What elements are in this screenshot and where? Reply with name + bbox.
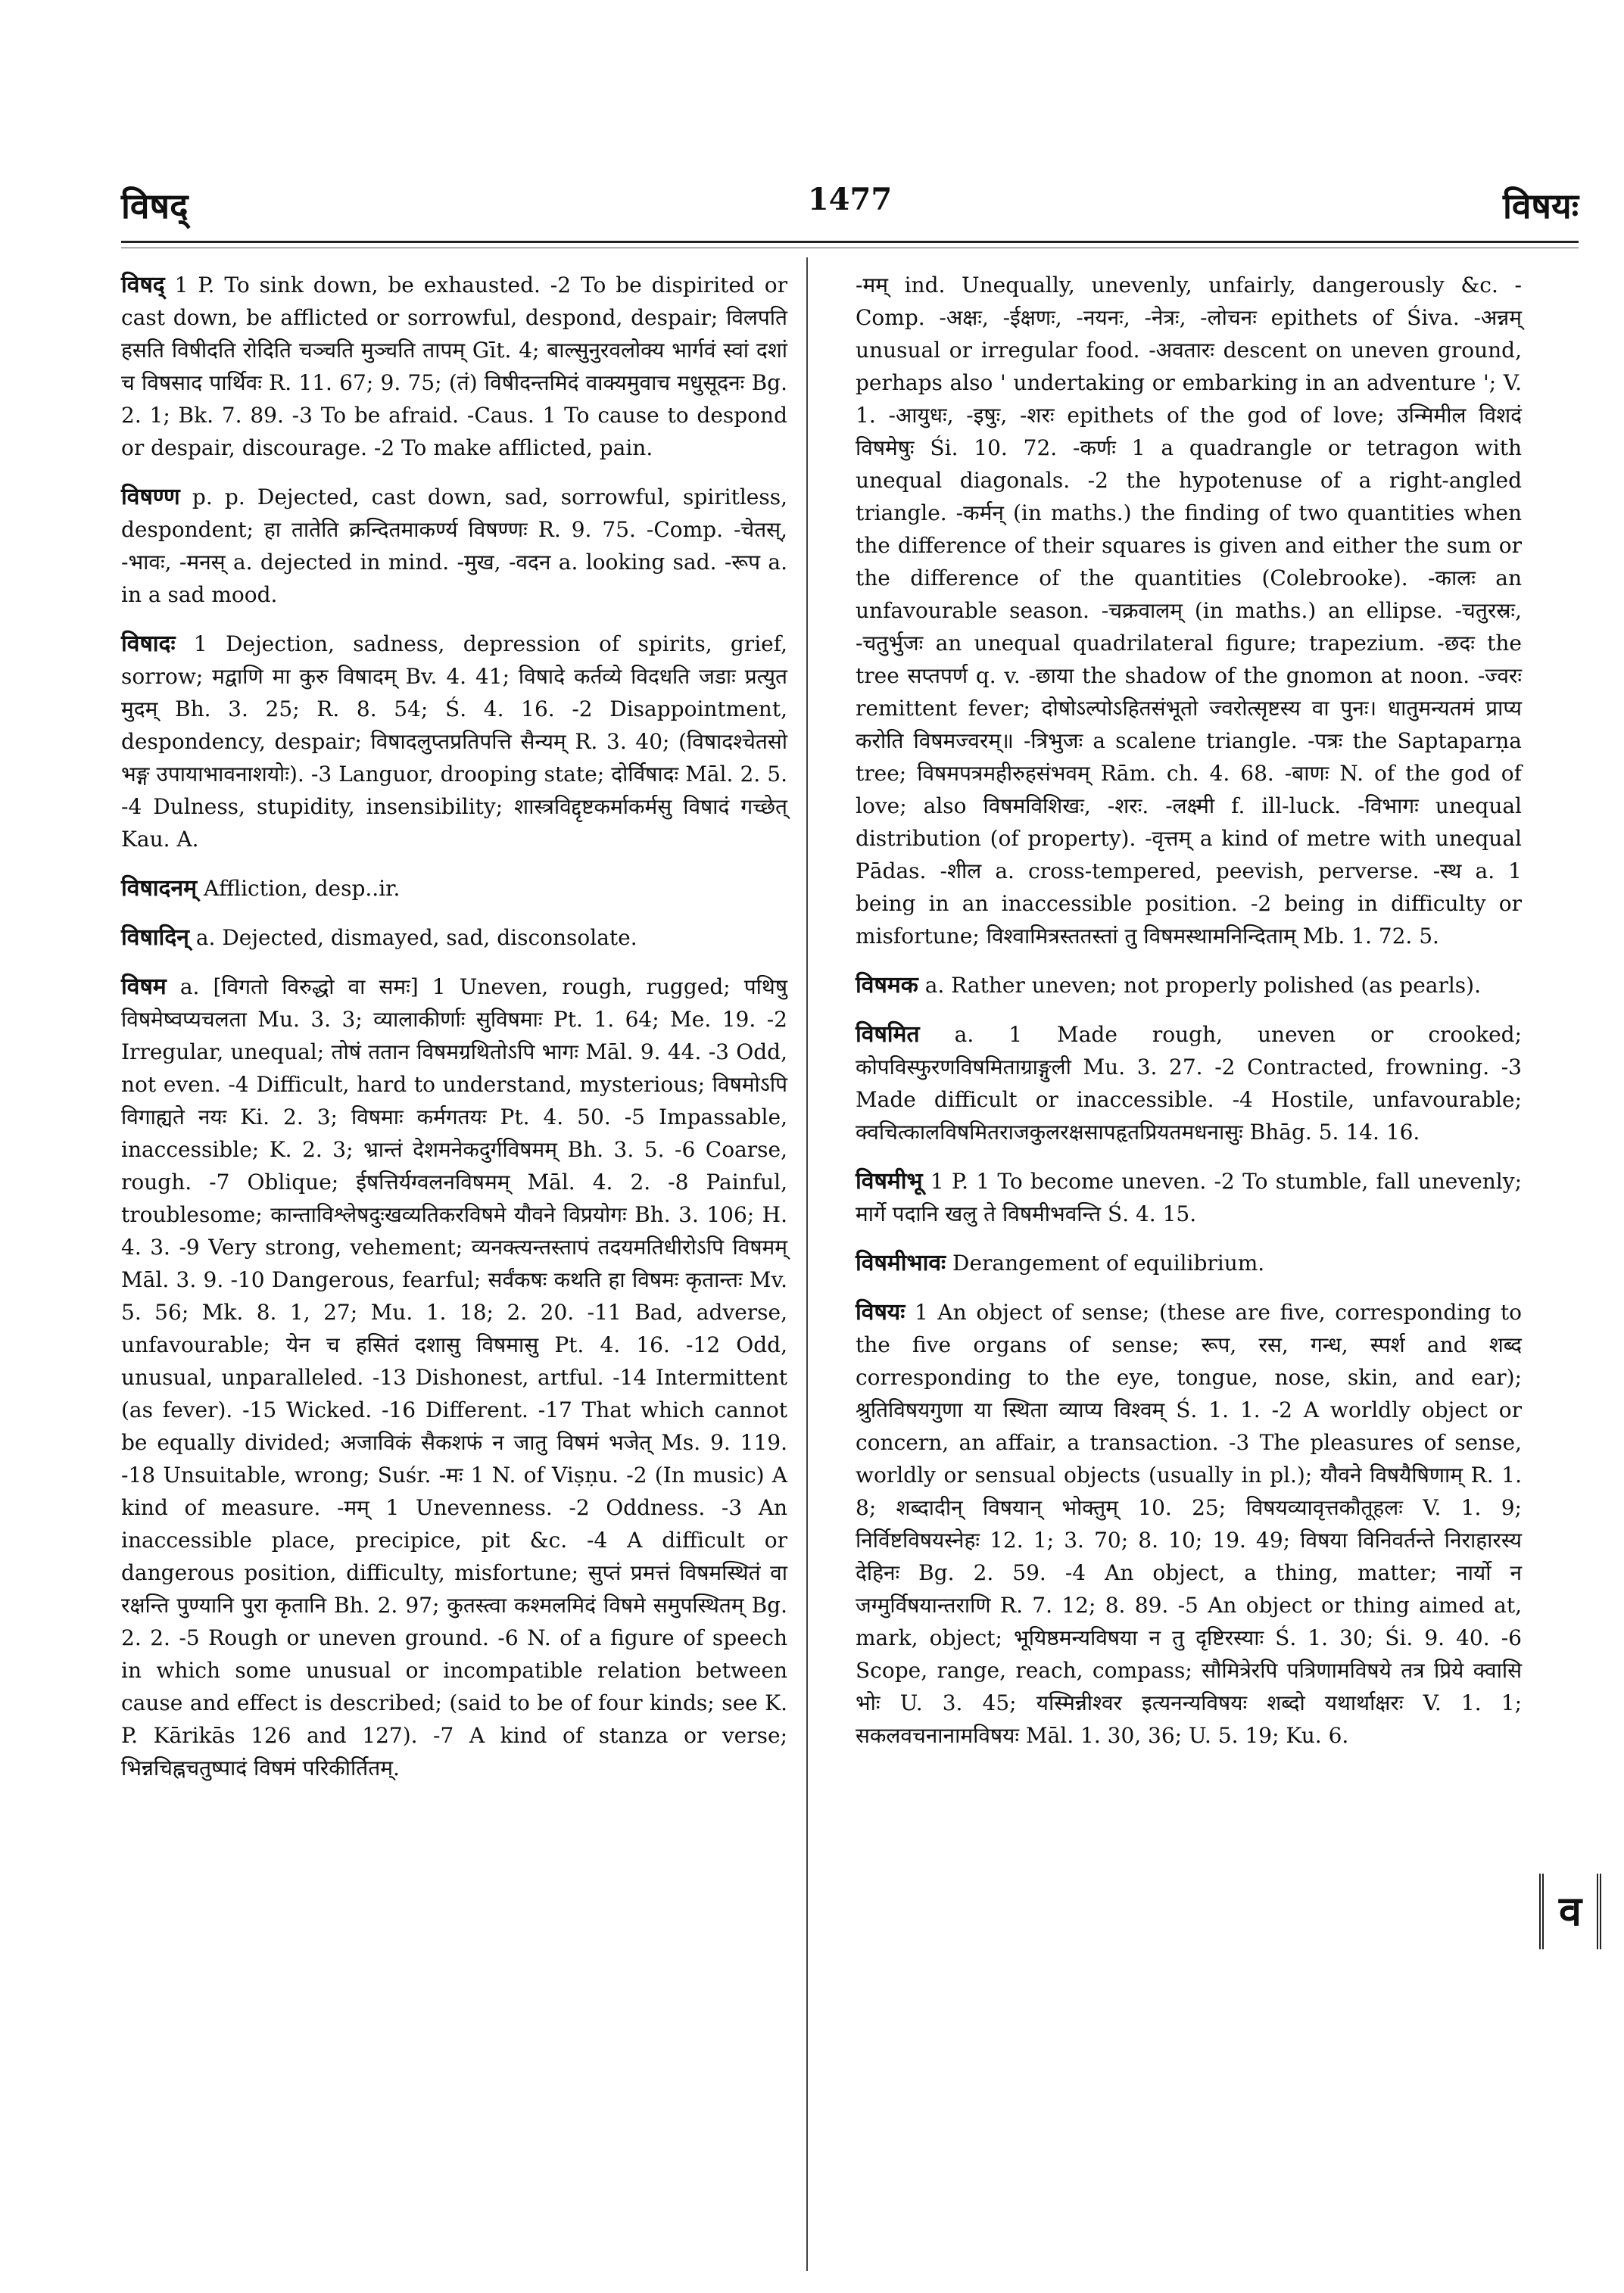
dictionary-entry: [121, 921, 787, 954]
entry-headword: विषमक: [856, 972, 918, 999]
dictionary-entry: [856, 269, 1522, 952]
entry-headword: विषमीभू: [856, 1168, 923, 1195]
left-running-headword: विषद्: [121, 185, 189, 226]
entry-headword: विषादः: [121, 631, 176, 657]
entry-definition: a. Rather uneven; not properly polished (as pearls).: [924, 973, 1481, 998]
entry-headword: विषम: [121, 974, 167, 1000]
entry-definition: 1 An object of sense; (these are five, corresponding to the five organs of sense; रूप, रस, गन्ध, स्पर्श and शब्द corresponding to the eye, tongue, nose, skin, and ear); श्रुतिविषयगुणा या स्थिता व्याप्य विश्वम् Ś. 1. 1. -2 A worldly object or concern, an affair, a transaction. -3 The pleasures of sense, worldly or sensual objects (usually in pl.); यौवने विषयैषिणाम् R. 1. 8; शब्दादीन् विषयान् भोक्तुम् 10. 25; विषयव्यावृत्तकौतूहलः V. 1. 9; निर्विष्टविषयस्नेहः 12. 1; 3. 70; 8. 10; 19. 49; विषया विनिवर्तन्ते निराहारस्य देहिनः Bg. 2. 59. -4 An object, a thing, matter; नार्यो न जग्मुर्विषयान्तराणि R. 7. 12; 8. 89. -5 An object or thing aimed at, mark, object; भूयिष्ठमन्यविषया न तु दृष्टिरस्याः Ś. 1. 30; Śi. 9. 40. -6 Scope, range, reach, compass; सौमित्रेरपि पत्रिणामविषये तत्र प्रिये क्वासि भोः U. 3. 45; यस्मिन्नीश्वर इत्यनन्यविषयः शब्दो यथार्थाक्षरः V. 1. 1; सकलवचनानामविषयः Māl. 1. 30, 36; U. 5. 19; Ku. 6.: [856, 1300, 1522, 1748]
dictionary-entry: [121, 628, 787, 855]
page-number: 1477: [807, 182, 893, 217]
entry-definition: -मम् ind. Unequally, unevenly, unfairly, dangerously &c. -Comp. -अक्षः, -ईक्षणः, -नयनः, -नेत्रः, -लोचनः epithets of Śiva. -अन्नम् unusual or irregular food. -अवतारः descent on uneven ground, perhaps also ' undertaking or embarking in an adventure '; V. 1. -आयुधः, -इषुः, -शरः epithets of the god of love; उन्मिमील विशदं विषमेषुः Śi. 10. 72. -कर्णः 1 a quadrangle or tetragon with unequal diagonals. -2 the hypotenuse of a right-angled triangle. -कर्मन् (in maths.) the finding of two quantities when the difference of their squares is given and either the sum or the difference of the quantities (Colebrooke). -कालः an unfavourable season. -चक्रवालम् (in maths.) an ellipse. -चतुरस्रः, -चतुर्भुजः an unequal quadrilateral figure; trapezium. -छदः the tree सप्तपर्ण q. v. -छाया the shadow of the gnomon at noon. -ज्वरः remittent fever; दोषोऽल्पोऽहितसंभूतो ज्वरोत्सृष्टस्य वा पुनः। धातुमन्यतमं प्राप्य करोति विषमज्वरम्॥ -त्रिभुजः a scalene triangle. -पत्रः the Saptaparṇa tree; विषमपत्रमहीरुहसंभवम् Rām. ch. 4. 68. -बाणः N. of the god of love; also विषमविशिखः, -शरः. -लक्ष्मी f. ill-luck. -विभागः unequal distribution (of property). -वृत्तम् a kind of metre with unequal Pādas. -शील a. cross-tempered, peevish, perverse. -स्थ a. 1 being in an inaccessible position. -2 being in difficulty or misfortune; विश्वामित्रस्ततस्तां तु विषमस्थामनिन्दिताम् Mb. 1. 72. 5.: [856, 273, 1522, 949]
entry-headword: विषयः: [856, 1299, 906, 1326]
dictionary-entry: [856, 1296, 1522, 1752]
entry-headword: विषमीभावः: [856, 1250, 946, 1276]
dictionary-entry: [121, 872, 787, 905]
right-running-headword: विषयः: [1502, 185, 1579, 226]
entry-headword: विषद्: [121, 272, 165, 298]
header-rule: [121, 241, 1579, 248]
dictionary-entry: [856, 1165, 1522, 1230]
dictionary-entry: [121, 269, 787, 464]
entry-definition: 1 P. 1 To become uneven. -2 To stumble, fall unevenly; मार्गे पदानि खलु ते विषमीभवन्ति Ś. 4. 15.: [856, 1169, 1523, 1226]
entry-definition: p. p. Dejected, cast down, sad, sorrowful, spiritless, despondent; हा तातेति क्रन्दितमाकर्ण्य विषण्णः R. 9. 75. -Comp. -चेतस्, -भावः, -मनस् a. dejected in mind. -मुख, -वदन a. looking sad. -रूप a. in a sad mood.: [121, 484, 787, 607]
entry-headword: विषण्ण: [121, 484, 180, 510]
dictionary-entry: [856, 1247, 1522, 1279]
dictionary-entry: [856, 1018, 1522, 1148]
entry-headword: विषमित: [856, 1021, 920, 1048]
entry-definition: 1 P. To sink down, be exhausted. -2 To be dispirited or cast down, be afflicted or sorrowful, despond, despair; विलपति हसति विषीदति रोदिति चञ्चति मुञ्चति तापम् Gīt. 4; बाल्सुनुरवलोक्य भार्गवं स्वां दशां च विषसाद पार्थिवः R. 11. 67; 9. 75; (तं) विषीदन्तमिदं वाक्यमुवाच मधुसूदनः Bg. 2. 1; Bk. 7. 89. -3 To be afraid. -Caus. 1 To cause to despond or despair, discourage. -2 To make afflicted, pain.: [121, 273, 787, 460]
right-column: [856, 269, 1522, 1768]
entry-definition: 1 Dejection, sadness, depression of spirits, grief, sorrow; मद्वाणि मा कुरु विषादम् Bv. 4. 41; विषादे कर्तव्ये विदधति जडाः प्रत्युत मुदम् Bh. 3. 25; R. 8. 54; Ś. 4. 16. -2 Disappointment, despondency, despair; विषादलुप्तप्रतिपत्ति सैन्यम् R. 3. 40; (विषादश्चेतसो भङ्ग उपायाभावनाशयोः). -3 Languor, drooping state; दोर्विषादः Māl. 2. 5. -4 Dulness, stupidity, insensibility; शास्त्रविद्दृष्टकर्माकर्मसु विषादं गच्छेत् Kau. A.: [121, 631, 787, 852]
dictionary-entry: [856, 969, 1522, 1002]
thumb-index-tab: व: [1539, 1874, 1601, 1949]
page-header: [121, 182, 1579, 235]
entry-definition: Derangement of equilibrium.: [952, 1251, 1265, 1276]
column-divider: [806, 257, 808, 2271]
entry-definition: a. 1 Made rough, uneven or crooked; कोपविस्फुरणविषमिताग्राङ्गुली Mu. 3. 27. -2 Contracted, frowning. -3 Made difficult or inaccessible. -4 Hostile, unfavourable; क्वचित्कालविषमितराजकुलरक्षसापहृतप्रियतमधनासुः Bhāg. 5. 14. 16.: [856, 1022, 1523, 1145]
entry-definition: Affliction, desp..ir.: [204, 876, 401, 901]
entry-headword: विषादिन्: [121, 924, 189, 951]
entry-definition: a. Dejected, dismayed, sad, disconsolate.: [195, 925, 637, 950]
entry-headword: विषादनम्: [121, 875, 198, 902]
left-column: [121, 269, 787, 1801]
entry-definition: a. [विगतो विरुद्धो वा समः] 1 Uneven, rough, rugged; पथिषु विषमेष्वप्यचलता Mu. 3. 3; व्यालाकीर्णाः सुविषमाः Pt. 1. 64; Me. 19. -2 Irregular, unequal; तोषं ततान विषमग्रथितोऽपि भागः Māl. 9. 44. -3 Odd, not even. -4 Difficult, hard to understand, mysterious; विषमोऽपि विगाह्यते नयः Ki. 2. 3; विषमाः कर्मगतयः Pt. 4. 50. -5 Impassable, inaccessible; K. 2. 3; भ्रान्तं देशमनेकदुर्गविषमम् Bh. 3. 5. -6 Coarse, rough. -7 Oblique; ईषत्तिर्यग्वलनविषमम् Māl. 4. 2. -8 Painful, troublesome; कान्ताविश्लेषदुःखव्यतिकरविषमे यौवने विप्रयोगः Bh. 3. 106; H. 4. 3. -9 Very strong, vehement; व्यनक्त्यन्तस्तापं तदयमतिधीरोऽपि विषमम् Māl. 3. 9. -10 Dangerous, fearful; सर्वंकषः कथति हा विषमः कृतान्तः Mv. 5. 56; Mk. 8. 1, 27; Mu. 1. 18; 2. 20. -11 Bad, adverse, unfavourable; येन च हसितं दशासु विषमासु Pt. 4. 16. -12 Odd, unusual, unparalleled. -13 Dishonest, artful. -14 Intermittent (as fever). -15 Wicked. -16 Different. -17 That which cannot be equally divided; अजाविकं सैकशफं न जातु विषमं भजेत् Ms. 9. 119. -18 Unsuitable, wrong; Suśr. -मः 1 N. of Viṣṇu. -2 (In music) A kind of measure. -मम् 1 Unevenness. -2 Oddness. -3 An inaccessible place, precipice, pit &c. -4 A difficult or dangerous position, difficulty, misfortune; सुप्तं प्रमत्तं विषमस्थितं वा रक्षन्ति पुण्यानि पुरा कृतानि Bh. 2. 97; कुतस्त्वा कश्मलमिदं विषमे समुपस्थितम् Bg. 2. 2. -5 Rough or uneven ground. -6 N. of a figure of speech in which some unusual or incompatible relation between cause and effect is described; (said to be of four kinds; see K. P. Kārikās 126 and 127). -7 A kind of stanza or verse; भिन्नचिह्नचतुष्पादं विषमं परिकीर्तितम्.: [121, 974, 788, 1781]
dictionary-entry: [121, 481, 787, 611]
dictionary-entry: [121, 970, 787, 1784]
